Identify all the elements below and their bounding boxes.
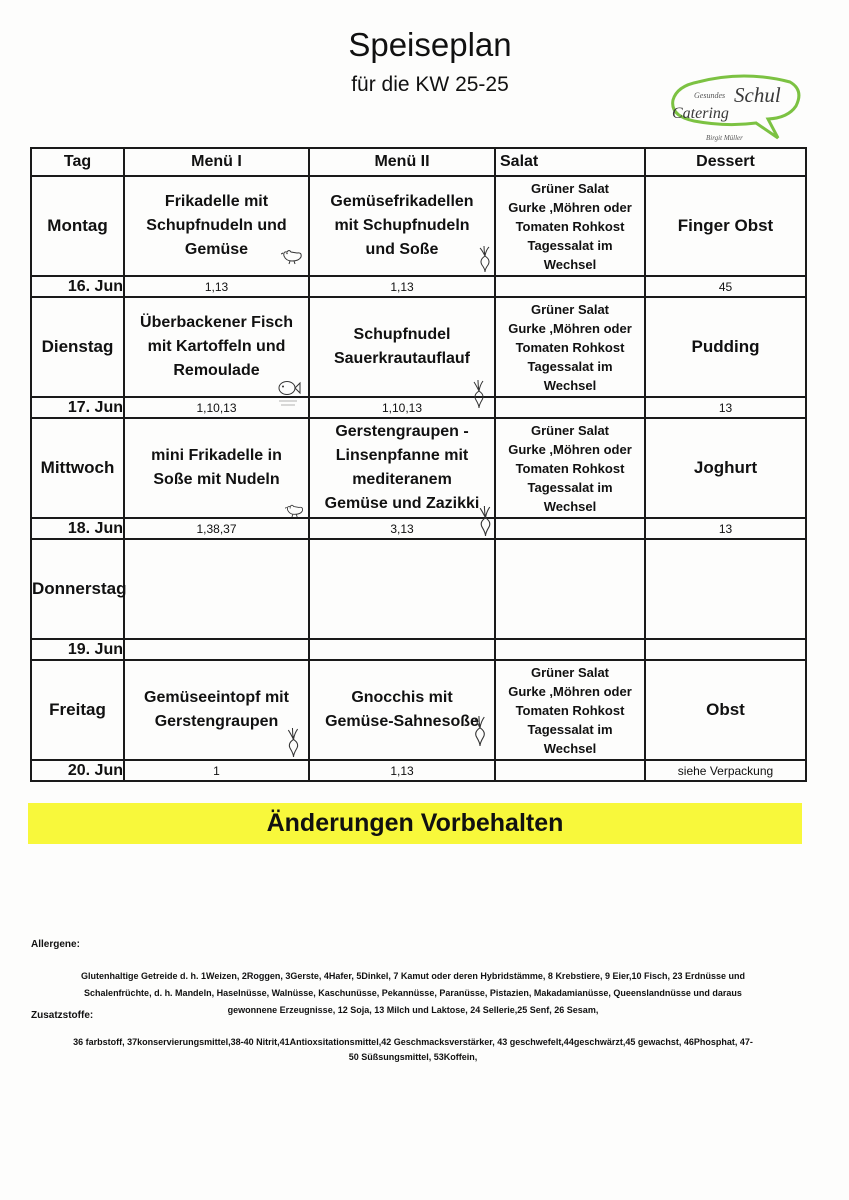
header-row xyxy=(31,148,806,176)
header-tag: Tag xyxy=(31,148,124,176)
menu2-cell xyxy=(309,660,495,760)
menu2-line: Sauerkrautauflauf xyxy=(333,350,471,367)
menu2-cell xyxy=(309,539,495,639)
row-dienstag-allergens xyxy=(31,397,806,418)
logo-text-schul: Schul xyxy=(734,83,781,107)
changes-reserved-banner: Änderungen Vorbehalten xyxy=(28,803,802,844)
menu1-line: Schupfnudeln und xyxy=(146,217,287,234)
menu1-line: Remoulade xyxy=(173,362,260,379)
menu1-line: mit Kartoffeln und xyxy=(147,338,286,355)
dessert-allergens: siehe Verpackung xyxy=(645,760,806,781)
salat-line: Grüner Salat xyxy=(530,180,610,196)
menu1-line: Überbackener Fisch xyxy=(140,314,293,331)
salat-line: Tagessalat im xyxy=(527,237,613,253)
salat-line: Grüner Salat xyxy=(530,422,610,438)
row-mittwoch xyxy=(31,418,806,518)
salat-line: Tomaten Rohkost xyxy=(515,702,625,718)
row-donnerstag-allergens xyxy=(31,639,806,660)
menu1-line: mini Frikadelle in xyxy=(151,447,282,464)
salat-cell xyxy=(495,539,645,639)
day-name: Freitag xyxy=(31,660,124,760)
radish-icon xyxy=(478,506,493,536)
salat-line: Tomaten Rohkost xyxy=(515,339,625,355)
menu1-line: Gerstengraupen xyxy=(154,713,279,730)
page-title: Speiseplan xyxy=(348,26,512,63)
dessert-cell xyxy=(645,539,806,639)
menu1-allergens xyxy=(124,639,309,660)
chicken-icon xyxy=(281,247,304,265)
dessert-allergens xyxy=(645,639,806,660)
row-mittwoch-allergens xyxy=(31,518,806,539)
day-name: Dienstag xyxy=(31,297,124,397)
menu-table xyxy=(30,147,807,782)
menu1-line: Gemüse xyxy=(184,241,249,258)
menu2-line: Schupfnudel xyxy=(353,326,451,343)
day-name: Mittwoch xyxy=(31,418,124,518)
salat-line: Wechsel xyxy=(543,498,597,514)
allergens-line: Glutenhaltige Getreide d. h. 1Weizen, 2Roggen, 3Gerste, 4Hafer, 5Dinkel, 7 Kamut oder deren Hybridstämme, 8 Krebstiere, 9 Eier,10 Fisch, 23 Erdnüsse und xyxy=(80,971,746,981)
menu1-line: Soße mit Nudeln xyxy=(153,471,280,488)
menu2-allergens: 3,13 xyxy=(309,518,495,539)
salat-line: Gurke ,Möhren oder xyxy=(508,199,632,215)
menu2-cell xyxy=(309,176,495,276)
row-freitag-allergens xyxy=(31,760,806,781)
menu1-allergens: 1,10,13 xyxy=(124,397,309,418)
salat-line: Gurke ,Möhren oder xyxy=(508,441,632,457)
day-date: 16. Jun xyxy=(31,276,124,297)
salat-allergens xyxy=(495,639,645,660)
salat-line: Tomaten Rohkost xyxy=(515,218,625,234)
dessert-cell: Obst xyxy=(645,660,806,760)
radish-icon xyxy=(478,246,492,272)
menu1-line: Frikadelle mit xyxy=(164,193,269,210)
dessert-cell: Joghurt xyxy=(645,418,806,518)
radish-icon xyxy=(470,716,490,746)
salat-line: Grüner Salat xyxy=(530,664,610,680)
menu2-cell xyxy=(309,297,495,397)
logo-text-catering: Catering xyxy=(672,105,729,122)
salat-cell xyxy=(495,418,645,518)
logo-text-name: Birgit Müller xyxy=(706,134,743,142)
day-date: 20. Jun xyxy=(31,760,124,781)
radish-icon xyxy=(286,728,301,757)
menu2-line: und Soße xyxy=(365,241,439,258)
day-name: Montag xyxy=(31,176,124,276)
fish-icon xyxy=(276,377,301,409)
chicken-icon xyxy=(285,502,305,518)
salat-cell xyxy=(495,297,645,397)
menu1-cell xyxy=(124,539,309,639)
allergens-heading: Allergene: xyxy=(31,939,80,950)
salat-line: Gurke ,Möhren oder xyxy=(508,683,632,699)
salat-line: Wechsel xyxy=(543,256,597,272)
row-donnerstag xyxy=(31,539,806,639)
day-date: 19. Jun xyxy=(31,639,124,660)
dessert-allergens: 13 xyxy=(645,518,806,539)
additives-line: 50 Süßsungsmittel, 53Koffein, xyxy=(348,1052,478,1062)
row-montag xyxy=(31,176,806,276)
salat-line: Gurke ,Möhren oder xyxy=(508,320,632,336)
logo-text-gesundes: Gesundes xyxy=(694,91,726,100)
menu2-line: mediteranem xyxy=(352,471,452,488)
catering-logo xyxy=(664,72,804,146)
salat-cell xyxy=(495,660,645,760)
row-dienstag xyxy=(31,297,806,397)
menu1-allergens: 1 xyxy=(124,760,309,781)
menu2-allergens xyxy=(309,639,495,660)
menu2-line: mit Schupfnudeln xyxy=(334,217,470,234)
menu2-allergens: 1,13 xyxy=(309,760,495,781)
radish-icon xyxy=(472,380,486,408)
allergens-line: gewonnene Erzeugnisse, 12 Soja, 13 Milch und Laktose, 24 Sellerie,25 Senf, 26 Sesam, xyxy=(227,1005,599,1015)
additives-heading: Zusatzstoffe: xyxy=(31,1010,94,1021)
allergens-text xyxy=(0,968,826,1019)
day-name: Donnerstag xyxy=(31,539,124,639)
salat-cell xyxy=(495,176,645,276)
menu2-line: Gemüse-Sahnesoße xyxy=(325,713,479,730)
day-date: 17. Jun xyxy=(31,397,124,418)
dessert-allergens: 13 xyxy=(645,397,806,418)
salat-line: Wechsel xyxy=(543,740,597,756)
row-freitag xyxy=(31,660,806,760)
menu2-allergens: 1,10,13 xyxy=(309,397,495,418)
menu2-line: Gnocchis mit xyxy=(351,689,453,706)
menu1-allergens: 1,38,37 xyxy=(124,518,309,539)
salat-line: Wechsel xyxy=(543,377,597,393)
day-date: 18. Jun xyxy=(31,518,124,539)
menu2-cell xyxy=(309,418,495,518)
menu2-line: Linsenpfanne mit xyxy=(335,447,469,464)
menu2-line: Gemüse und Zazikki xyxy=(324,495,480,512)
additives-text xyxy=(0,1035,826,1065)
dessert-cell: Finger Obst xyxy=(645,176,806,276)
menu1-line: Gemüseeintopf mit xyxy=(144,689,289,706)
additives-line: 36 farbstoff, 37konservierungsmittel,38-40 Nitrit,41Antioxsitationsmittel,42 Geschmacksverstärker, 43 geschwefelt,44geschwärzt,45 gewachst, 46Phosphat, 47- xyxy=(73,1037,753,1047)
salat-allergens xyxy=(495,276,645,297)
menu1-cell xyxy=(124,418,309,518)
header-salat: Salat xyxy=(495,148,645,176)
header-dessert: Dessert xyxy=(645,148,806,176)
salat-allergens xyxy=(495,397,645,418)
salat-allergens xyxy=(495,760,645,781)
salat-line: Tomaten Rohkost xyxy=(515,460,625,476)
row-montag-allergens xyxy=(31,276,806,297)
allergens-line: Schalenfrüchte, d. h. Mandeln, Haselnüsse, Walnüsse, Kaschunüsse, Pekannüsse, Paranüsse, Pistazien, Makadamianüsse, Queenslandnüsse und daraus xyxy=(84,988,742,998)
menu1-cell xyxy=(124,660,309,760)
menu1-allergens: 1,13 xyxy=(124,276,309,297)
salat-allergens xyxy=(495,518,645,539)
salat-line: Grüner Salat xyxy=(530,301,610,317)
header-menu1: Menü I xyxy=(124,148,309,176)
menu2-allergens: 1,13 xyxy=(309,276,495,297)
menu2-line: Gemüsefrikadellen xyxy=(330,193,474,210)
salat-line: Tagessalat im xyxy=(527,479,613,495)
salat-line: Tagessalat im xyxy=(527,721,613,737)
salat-line: Tagessalat im xyxy=(527,358,613,374)
dessert-cell: Pudding xyxy=(645,297,806,397)
header-menu2: Menü II xyxy=(309,148,495,176)
dessert-allergens: 45 xyxy=(645,276,806,297)
menu2-line: Gerstengraupen - xyxy=(335,423,469,440)
page-subtitle: für die KW 25-25 xyxy=(351,73,509,96)
